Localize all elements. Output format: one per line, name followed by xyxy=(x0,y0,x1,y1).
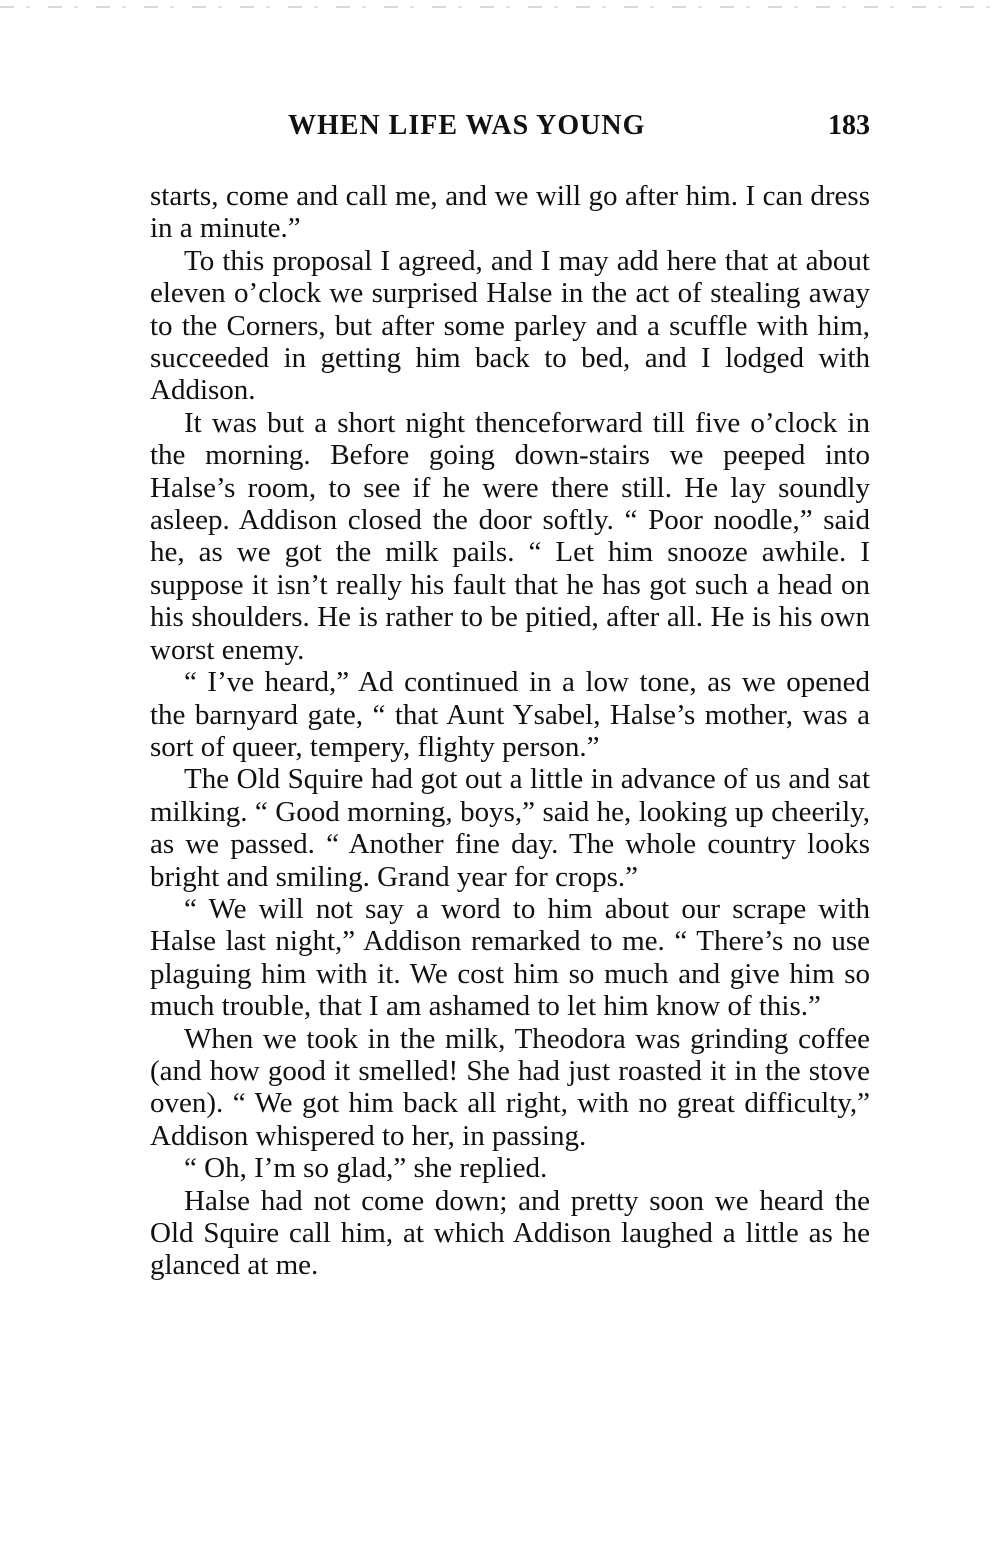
paragraph: starts, come and call me, and we will go after him. I can dress in a minute.” xyxy=(150,180,870,245)
scan-edge-artifact xyxy=(0,6,1000,8)
paragraph: “ I’ve heard,” Ad continued in a low tone, as we opened the barnyard gate, “ that Aunt Ysabel, Halse’s mother, was a sort of queer, tempery, flighty person.” xyxy=(150,666,870,763)
paragraph: The Old Squire had got out a little in advance of us and sat milking. “ Good morning, boys,” said he, looking up cheerily, as we passed. “ Another fine day. The whole country looks bright and smiling. Grand year for crops.” xyxy=(150,763,870,893)
paragraph: To this proposal I agreed, and I may add here that at about eleven o’clock we surprised Halse in the act of stealing away to the Corners, but after some parley and a scuffle with him, succeeded in getting him back to bed, and I lodged with Addison. xyxy=(150,244,870,407)
page-number: 183 xyxy=(828,110,870,141)
paragraph: “ Oh, I’m so glad,” she replied. xyxy=(184,1152,548,1185)
paragraph: Halse had not come down; and pretty soon we heard the Old Squire call him, at which Addison laughed a little as he glanced at me. xyxy=(150,1184,870,1282)
paragraph: “ We will not say a word to him about our scrape with Halse last night,” Addison remarked to me. “ There’s no use plaguing him with it. We cost him so much and give him so much trouble, that I am ashamed to let him know of this.” xyxy=(150,892,870,1023)
body-text xyxy=(150,180,870,1282)
running-title: WHEN LIFE WAS YOUNG xyxy=(288,110,646,141)
paragraph: It was but a short night thenceforward till five o’clock in the morning. Before going down-stairs we peeped into Halse’s room, to see if he were there still. He lay soundly asleep. Addison closed the door softly. “ Poor noodle,” said he, as we got the milk pails. “ Let him snooze awhile. I suppose it isn’t really his fault that he has got such a head on his shoulders. He is rather to be pitied, after all. He is his own worst enemy. xyxy=(150,406,870,666)
running-head xyxy=(150,110,870,150)
paragraph: When we took in the milk, Theodora was grinding coffee (and how good it smelled! She had just roasted it in the stove oven). “ We got him back all right, with no great difficulty,” Addison whispered to her, in passing. xyxy=(150,1022,870,1152)
